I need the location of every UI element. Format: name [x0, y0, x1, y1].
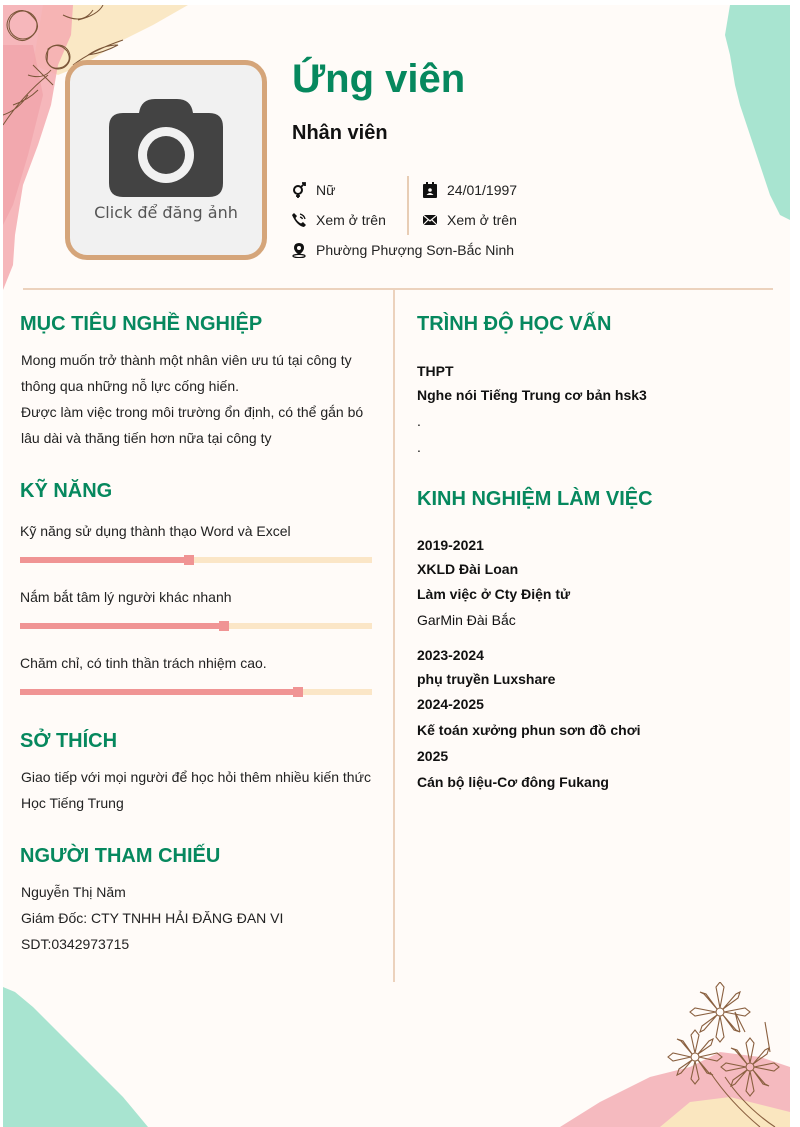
- skill-bar-fill: [20, 623, 224, 629]
- hobby-line: Học Tiếng Trung: [21, 795, 124, 811]
- skill-bar-handle[interactable]: [219, 621, 229, 631]
- section-title-education[interactable]: TRÌNH ĐỘ HỌC VẤN: [417, 313, 612, 335]
- objective-line: thông qua những nỗ lực cống hiến.: [21, 378, 240, 394]
- candidate-name[interactable]: Ứng viên: [292, 57, 466, 101]
- reference-line: SDT:0342973715: [21, 936, 130, 952]
- section-title-skills[interactable]: KỸ NĂNG: [20, 480, 113, 502]
- cv-page: [3, 5, 790, 1127]
- info-gender[interactable]: [290, 182, 335, 198]
- skill-label[interactable]: Nắm bắt tâm lý người khác nhanh: [20, 589, 232, 605]
- photo-upload-label: Click để đăng ảnh: [94, 202, 238, 222]
- skill-bar-fill: [20, 689, 298, 695]
- experience-period[interactable]: 2025: [417, 748, 449, 764]
- candidate-position[interactable]: Nhân viên: [292, 122, 388, 144]
- experience-period[interactable]: 2023-2024: [417, 647, 484, 663]
- section-title-objective[interactable]: MỤC TIÊU NGHỀ NGHIỆP: [20, 313, 263, 335]
- header-divider: [23, 288, 773, 290]
- skill-label[interactable]: Chăm chỉ, có tinh thần trách nhiệm cao.: [20, 655, 267, 671]
- experience-period[interactable]: 2024-2025: [417, 696, 484, 712]
- watercolor-decoration-bottom-left-icon: [3, 987, 153, 1127]
- hobbies-text[interactable]: [21, 764, 371, 816]
- hobby-line: Giao tiếp với mọi người để học hỏi thêm nhiều kiến thức: [21, 769, 371, 785]
- photo-upload-button[interactable]: [65, 60, 267, 260]
- email-value: Xem ở trên: [447, 212, 517, 228]
- address-value: Phường Phượng Sơn-Bắc Ninh: [316, 242, 515, 258]
- objective-line: lâu dài và thăng tiến hơn nữa tại công ty: [21, 430, 272, 446]
- info-email[interactable]: [421, 212, 517, 228]
- education-line[interactable]: Nghe nói Tiếng Trung cơ bản hsk3: [417, 387, 647, 403]
- skill-bar[interactable]: [20, 623, 372, 629]
- section-title-hobbies[interactable]: SỞ THÍCH: [20, 730, 118, 752]
- experience-role[interactable]: Kế toán xưởng phun sơn đồ chơi: [417, 722, 641, 738]
- info-phone[interactable]: [290, 212, 386, 228]
- section-title-references[interactable]: NGƯỜI THAM CHIẾU: [20, 845, 221, 867]
- birthday-value: 24/01/1997: [447, 182, 518, 198]
- skill-label[interactable]: Kỹ năng sử dụng thành thạo Word và Excel: [20, 523, 291, 539]
- objective-line: Mong muốn trở thành một nhân viên ưu tú tại công ty: [21, 352, 352, 368]
- email-icon: [421, 212, 439, 228]
- section-title-experience[interactable]: KINH NGHIỆM LÀM VIỆC: [417, 488, 653, 510]
- reference-line: Nguyễn Thị Năm: [21, 884, 126, 900]
- education-line[interactable]: .: [417, 439, 421, 455]
- skill-bar-handle[interactable]: [293, 687, 303, 697]
- camera-icon: [109, 99, 223, 197]
- experience-role[interactable]: Cán bộ liệu-Cơ đông Fukang: [417, 774, 609, 790]
- floral-decoration-bottom-right-icon: [560, 982, 790, 1127]
- references-text[interactable]: [21, 879, 283, 957]
- phone-value: Xem ở trên: [316, 212, 386, 228]
- info-separator: [407, 176, 409, 235]
- skill-bar-fill: [20, 557, 189, 563]
- column-divider: [393, 289, 395, 982]
- gender-value: Nữ: [316, 182, 336, 198]
- skill-bar[interactable]: [20, 557, 372, 563]
- education-line[interactable]: .: [417, 413, 421, 429]
- info-birthday[interactable]: [421, 182, 517, 198]
- experience-period[interactable]: 2019-2021: [417, 537, 484, 553]
- experience-company[interactable]: XKLD Đài Loan: [417, 561, 519, 577]
- experience-role[interactable]: Làm việc ở Cty Điện tử: [417, 586, 571, 602]
- experience-description[interactable]: GarMin Đài Bắc: [417, 612, 516, 628]
- phone-icon: [290, 212, 308, 228]
- education-line[interactable]: THPT: [417, 363, 454, 379]
- location-icon: [290, 242, 308, 258]
- objective-text[interactable]: [21, 347, 363, 451]
- reference-line: Giám Đốc: CTY TNHH HẢI ĐĂNG ĐAN VI: [21, 910, 284, 926]
- experience-company[interactable]: phụ truyền Luxshare: [417, 671, 556, 687]
- watercolor-decoration-top-right-icon: [710, 5, 790, 235]
- info-address[interactable]: [290, 242, 514, 258]
- skill-bar[interactable]: [20, 689, 372, 695]
- objective-line: Được làm việc trong môi trường ổn định, có thể gắn bó: [21, 404, 364, 420]
- skill-bar-handle[interactable]: [184, 555, 194, 565]
- calendar-icon: [421, 182, 439, 198]
- gender-icon: [290, 182, 308, 198]
